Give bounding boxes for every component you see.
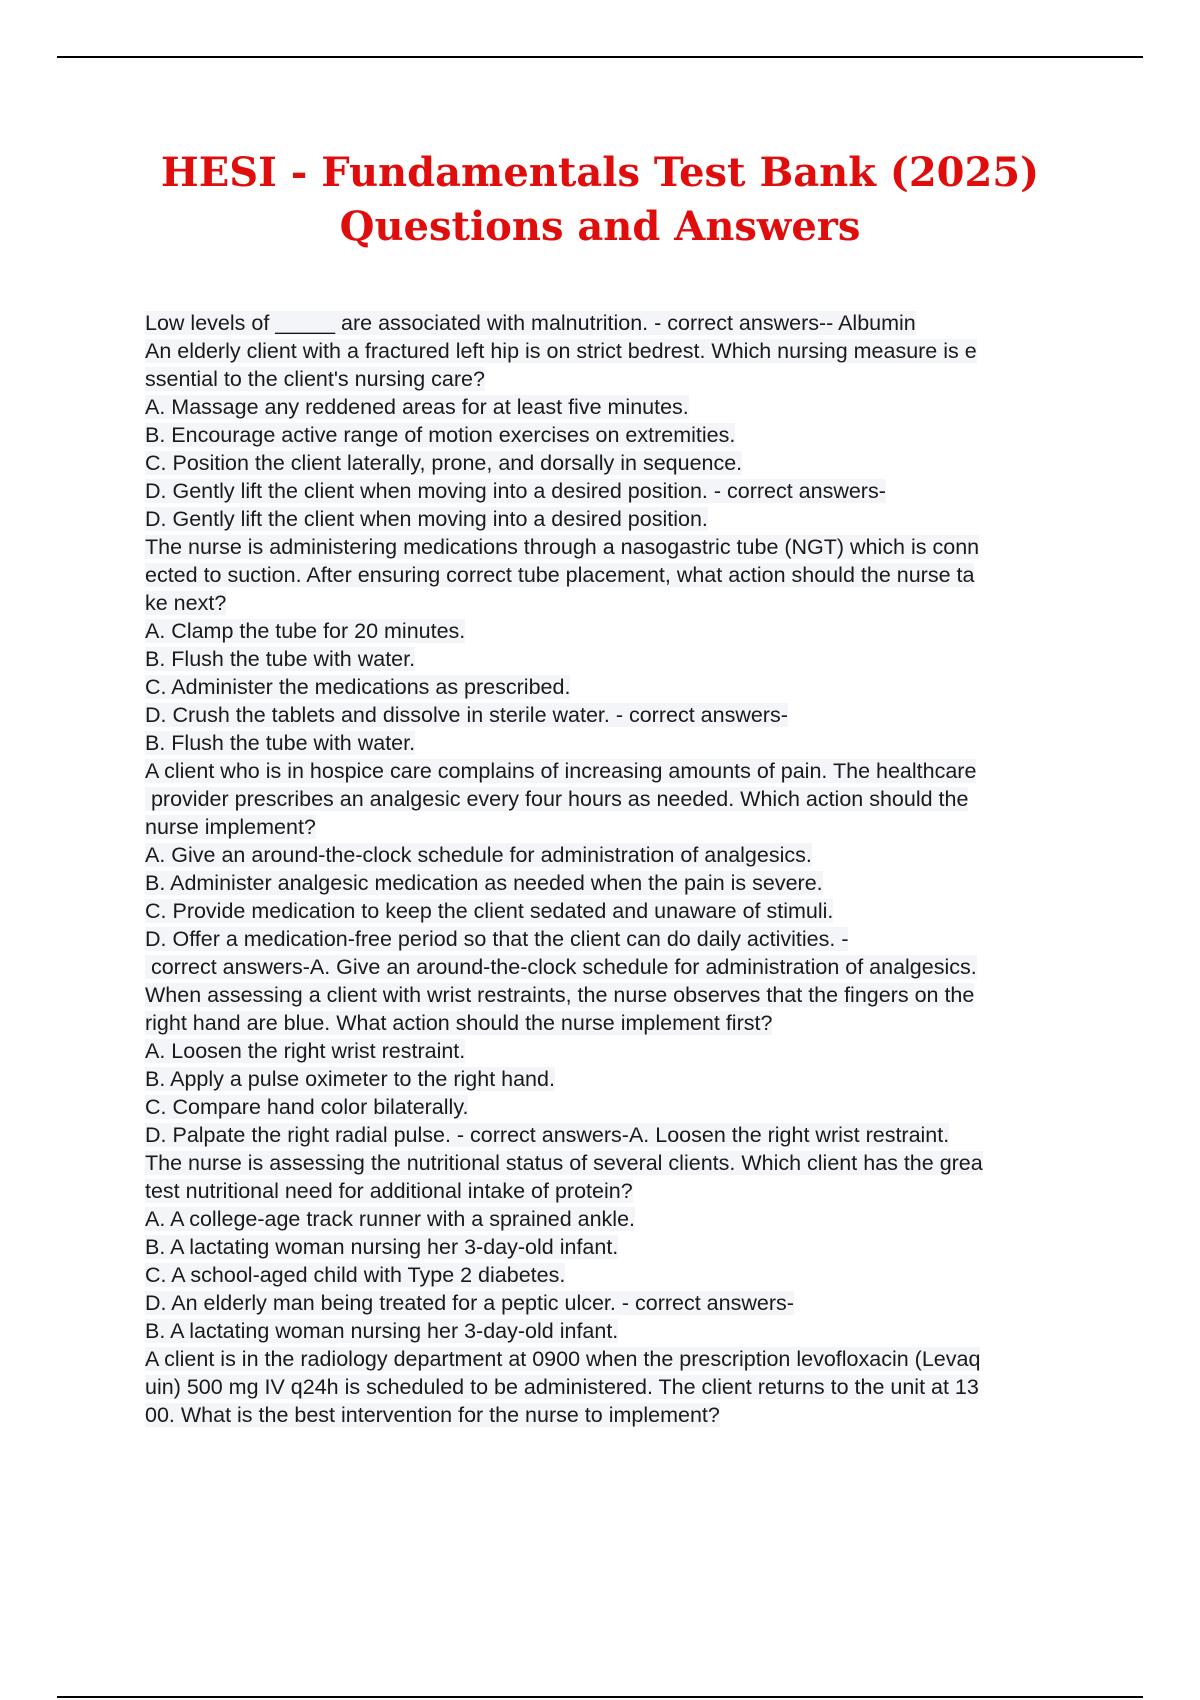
text-line [145, 1289, 1095, 1317]
text-line [145, 785, 1095, 813]
title-line-2: Questions and Answers [339, 203, 861, 250]
text-line-content: nurse implement? [145, 815, 316, 839]
title-line-1: HESI - Fundamentals Test Bank (2025) [160, 149, 1040, 196]
text-line-content: The nurse is administering medications through a nasogastric tube (NGT) which is conn [145, 535, 980, 559]
text-line [145, 617, 1095, 645]
text-line [145, 813, 1095, 841]
text-line [145, 1177, 1095, 1205]
text-line-content: right hand are blue. What action should the nurse implement first? [145, 1011, 773, 1035]
text-line [145, 449, 1095, 477]
text-line [145, 673, 1095, 701]
text-line-content: A client who is in hospice care complains of increasing amounts of pain. The healthcare [145, 759, 977, 783]
text-line [145, 1065, 1095, 1093]
text-line-content: A. Loosen the right wrist restraint. [145, 1039, 466, 1063]
text-line-content: 00. What is the best intervention for the nurse to implement? [145, 1403, 720, 1427]
text-line [145, 309, 1095, 337]
text-line-content: The nurse is assessing the nutritional status of several clients. Which client has the grea [145, 1151, 983, 1175]
header-rule [57, 56, 1143, 58]
text-line [145, 897, 1095, 925]
text-line [145, 757, 1095, 785]
text-line-content: uin) 500 mg IV q24h is scheduled to be administered. The client returns to the unit at 13 [145, 1375, 979, 1399]
text-line-content: A. A college-age track runner with a sprained ankle. [145, 1207, 636, 1231]
text-line-content: C. Position the client laterally, prone, and dorsally in sequence. [145, 451, 743, 475]
text-line-content: provider prescribes an analgesic every four hours as needed. Which action should the [145, 787, 969, 811]
text-line-content: Low levels of _____ are associated with malnutrition. - correct answers-- Albumin [145, 311, 916, 335]
text-line-content: A. Give an around-the-clock schedule for administration of analgesics. [145, 843, 812, 867]
text-line-content: B. Administer analgesic medication as needed when the pain is severe. [145, 871, 823, 895]
text-line-content: C. Compare hand color bilaterally. [145, 1095, 469, 1119]
text-line [145, 337, 1095, 365]
text-line [145, 1093, 1095, 1121]
text-line [145, 533, 1095, 561]
text-line [145, 393, 1095, 421]
footer-rule [57, 1696, 1143, 1698]
text-line-content: B. A lactating woman nursing her 3-day-old infant. [145, 1235, 619, 1259]
text-line [145, 701, 1095, 729]
text-line [145, 421, 1095, 449]
text-line-content: ke next? [145, 591, 227, 615]
text-line-content: C. Provide medication to keep the client sedated and unaware of stimuli. [145, 899, 834, 923]
text-line [145, 589, 1095, 617]
text-line-content: B. Encourage active range of motion exercises on extremities. [145, 423, 736, 447]
text-line-content: B. Flush the tube with water. [145, 647, 416, 671]
text-line [145, 1373, 1095, 1401]
text-line [145, 505, 1095, 533]
text-line [145, 561, 1095, 589]
text-line [145, 925, 1095, 953]
document-body [145, 309, 1095, 1429]
text-line-content: B. Flush the tube with water. [145, 731, 416, 755]
text-line-content: ected to suction. After ensuring correct tube placement, what action should the nurse ta [145, 563, 975, 587]
text-line [145, 1009, 1095, 1037]
text-line-content: An elderly client with a fractured left hip is on strict bedrest. Which nursing measure is e [145, 339, 977, 363]
text-line-content: D. Offer a medication-free period so that the client can do daily activities. - [145, 927, 849, 951]
text-line-content: A. Massage any reddened areas for at least five minutes. [145, 395, 689, 419]
text-line-content: A. Clamp the tube for 20 minutes. [145, 619, 466, 643]
text-line-content: D. Gently lift the client when moving into a desired position. - correct answers- [145, 479, 886, 503]
text-line [145, 869, 1095, 897]
text-line-content: D. An elderly man being treated for a peptic ulcer. - correct answers- [145, 1291, 794, 1315]
text-line-content: D. Crush the tablets and dissolve in sterile water. - correct answers- [145, 703, 788, 727]
text-line [145, 1149, 1095, 1177]
document-title [0, 146, 1200, 254]
text-line-content: C. A school-aged child with Type 2 diabetes. [145, 1263, 566, 1287]
text-line [145, 645, 1095, 673]
text-line-content: B. Apply a pulse oximeter to the right hand. [145, 1067, 555, 1091]
text-line-content: D. Palpate the right radial pulse. - correct answers-A. Loosen the right wrist restraint. [145, 1123, 950, 1147]
text-line-content: test nutritional need for additional intake of protein? [145, 1179, 633, 1203]
text-line [145, 1205, 1095, 1233]
text-line-content: correct answers-A. Give an around-the-clock schedule for administration of analgesics. [145, 955, 977, 979]
text-line [145, 1233, 1095, 1261]
text-line [145, 365, 1095, 393]
text-line-content: A client is in the radiology department at 0900 when the prescription levofloxacin (Levaq [145, 1347, 981, 1371]
text-line [145, 477, 1095, 505]
text-line [145, 729, 1095, 757]
text-line-content: When assessing a client with wrist restraints, the nurse observes that the fingers on the [145, 983, 975, 1007]
text-line [145, 1121, 1095, 1149]
text-line [145, 1401, 1095, 1429]
text-line [145, 1345, 1095, 1373]
text-line [145, 841, 1095, 869]
text-line-content: B. A lactating woman nursing her 3-day-old infant. [145, 1319, 619, 1343]
text-line-content: D. Gently lift the client when moving into a desired position. [145, 507, 708, 531]
text-line-content: ssential to the client's nursing care? [145, 367, 485, 391]
text-line [145, 953, 1095, 981]
text-line [145, 1037, 1095, 1065]
text-line-content: C. Administer the medications as prescribed. [145, 675, 571, 699]
text-line [145, 1317, 1095, 1345]
text-line [145, 981, 1095, 1009]
text-line [145, 1261, 1095, 1289]
